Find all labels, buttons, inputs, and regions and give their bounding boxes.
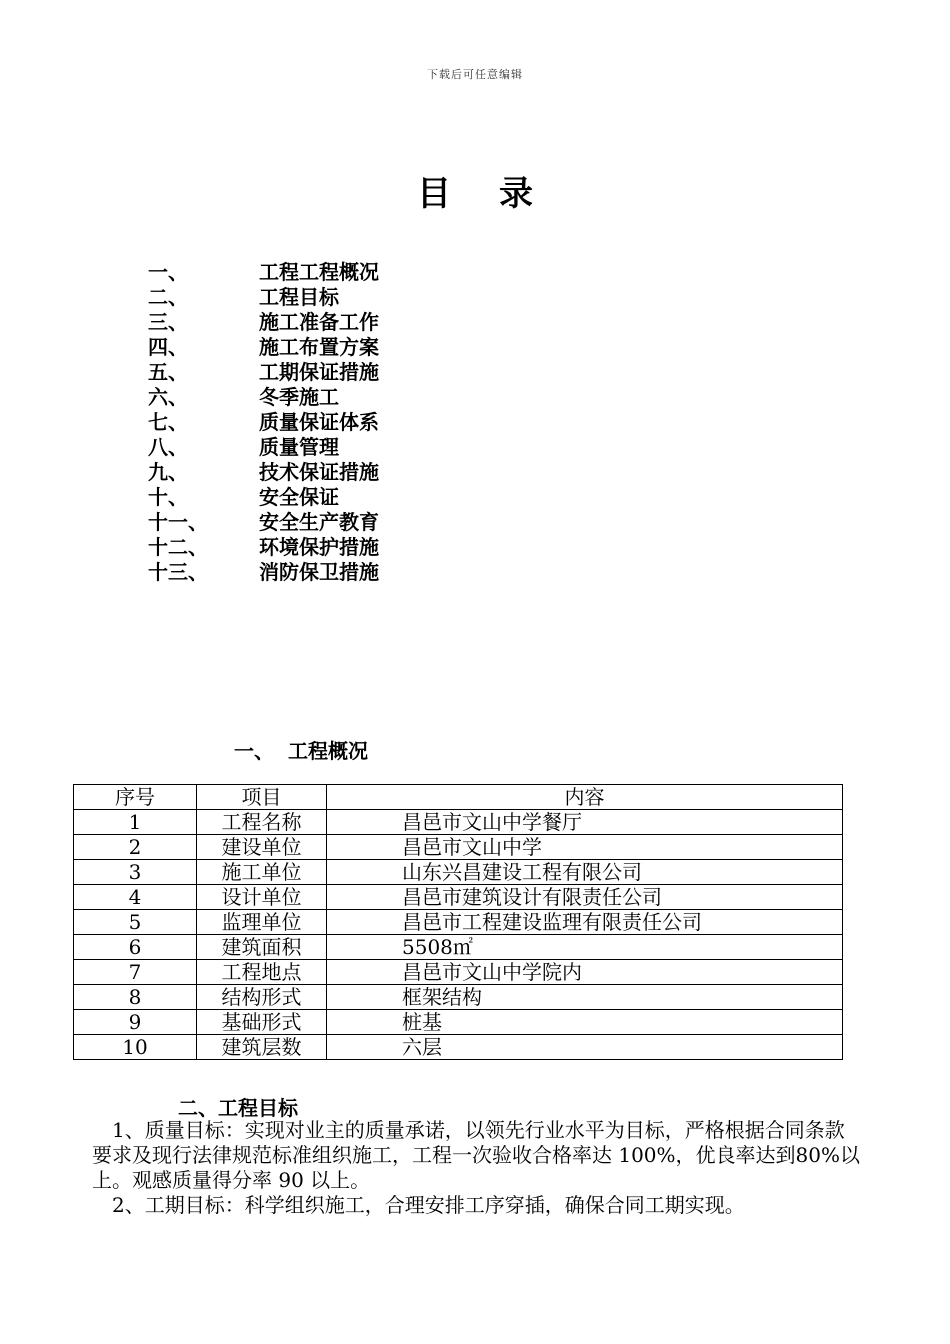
quality-goal-paragraph: 1、质量目标：实现对业主的质量承诺，以领先行业水平为目标，严格根据合同条款要求及现行法律规范标准组织施工，工程一次验收合格率达 100%，优良率达到80%以上。观感质量得分率 90 以上。 xyxy=(92,1118,860,1192)
toc-item[interactable] xyxy=(148,310,379,335)
toc-item[interactable] xyxy=(148,410,379,435)
section2-heading: 二、工程目标 xyxy=(178,1096,298,1120)
cell-content: 山东兴昌建设工程有限公司 xyxy=(327,860,843,885)
toc-item[interactable] xyxy=(148,435,379,460)
cell-no: 5 xyxy=(74,910,197,935)
toc-title-char-2: 录 xyxy=(499,174,533,214)
cell-no: 3 xyxy=(74,860,197,885)
cell-content: 框架结构 xyxy=(327,985,843,1010)
cell-content: 昌邑市建筑设计有限责任公司 xyxy=(327,885,843,910)
cell-item: 工程名称 xyxy=(197,810,327,835)
toc-title xyxy=(0,166,950,215)
toc-item[interactable] xyxy=(148,385,379,410)
header-cell-item: 项目 xyxy=(197,785,327,810)
table-row xyxy=(74,810,843,835)
cell-content: 昌邑市文山中学院内 xyxy=(327,960,843,985)
toc-item-number: 四、 xyxy=(148,335,188,359)
toc-item-label: 施工布置方案 xyxy=(259,335,379,359)
table-row xyxy=(74,1035,843,1060)
table-row xyxy=(74,1010,843,1035)
table-header-row xyxy=(74,785,843,810)
cell-content: 昌邑市文山中学 xyxy=(327,835,843,860)
cell-item: 设计单位 xyxy=(197,885,327,910)
header-cell-content: 内容 xyxy=(327,785,843,810)
toc-item-number: 六、 xyxy=(148,385,188,409)
cell-content: 昌邑市文山中学餐厅 xyxy=(327,810,843,835)
cell-no: 6 xyxy=(74,935,197,960)
toc-item[interactable] xyxy=(148,335,379,360)
section1-title: 工程概况 xyxy=(288,739,368,763)
cell-no: 1 xyxy=(74,810,197,835)
table-row xyxy=(74,835,843,860)
cell-no: 2 xyxy=(74,835,197,860)
table-row xyxy=(74,910,843,935)
toc-item-number: 九、 xyxy=(148,460,188,484)
cell-item: 基础形式 xyxy=(197,1010,327,1035)
table-row xyxy=(74,860,843,885)
cell-item: 建筑层数 xyxy=(197,1035,327,1060)
toc-item-number: 十一、 xyxy=(148,510,208,534)
toc-item-label: 施工准备工作 xyxy=(259,310,379,334)
toc-item-label: 消防保卫措施 xyxy=(259,560,379,584)
cell-item: 监理单位 xyxy=(197,910,327,935)
cell-no: 9 xyxy=(74,1010,197,1035)
cell-item: 工程地点 xyxy=(197,960,327,985)
section1-heading xyxy=(234,735,368,764)
toc-item-label: 安全生产教育 xyxy=(259,510,379,534)
table-row xyxy=(74,985,843,1010)
toc-item-number: 五、 xyxy=(148,360,188,384)
page-header-note: 下载后可任意编辑 xyxy=(427,68,523,81)
cell-item: 施工单位 xyxy=(197,860,327,885)
toc-item[interactable] xyxy=(148,285,379,310)
toc-item-label: 质量管理 xyxy=(259,435,339,459)
toc-item[interactable] xyxy=(148,360,379,385)
toc-title-char-1: 目 xyxy=(417,174,451,214)
toc-item-number: 十、 xyxy=(148,485,188,509)
toc-item-label: 质量保证体系 xyxy=(259,410,379,434)
toc-item[interactable] xyxy=(148,260,379,285)
cell-no: 4 xyxy=(74,885,197,910)
section2-body xyxy=(92,1118,862,1218)
cell-content: 桩基 xyxy=(327,1010,843,1035)
toc-item-number: 七、 xyxy=(148,410,188,434)
toc-item[interactable] xyxy=(148,535,379,560)
toc-item-number: 十三、 xyxy=(148,560,208,584)
toc-item[interactable] xyxy=(148,460,379,485)
cell-content: 5508㎡ xyxy=(327,935,843,960)
toc-item-label: 安全保证 xyxy=(259,485,339,509)
cell-no: 7 xyxy=(74,960,197,985)
toc-item[interactable] xyxy=(148,510,379,535)
toc-item-number: 一、 xyxy=(148,260,188,284)
toc-item-number: 十二、 xyxy=(148,535,208,559)
cell-item: 结构形式 xyxy=(197,985,327,1010)
toc-item[interactable] xyxy=(148,560,379,585)
toc-item-number: 三、 xyxy=(148,310,188,334)
project-overview-table xyxy=(73,784,843,1060)
schedule-goal-paragraph: 2、工期目标：科学组织施工，合理安排工序穿插，确保合同工期实现。 xyxy=(112,1193,745,1217)
toc-item-number: 八、 xyxy=(148,435,188,459)
toc-item-label: 工程目标 xyxy=(259,285,339,309)
toc-item-label: 工程工程概况 xyxy=(259,260,379,284)
table-row xyxy=(74,960,843,985)
table-row xyxy=(74,885,843,910)
cell-item: 建设单位 xyxy=(197,835,327,860)
section1-number: 一、 xyxy=(234,739,274,763)
cell-no: 8 xyxy=(74,985,197,1010)
toc-item-label: 冬季施工 xyxy=(259,385,339,409)
toc-item-number: 二、 xyxy=(148,285,188,309)
cell-no: 10 xyxy=(74,1035,197,1060)
toc-item[interactable] xyxy=(148,485,379,510)
cell-content: 昌邑市工程建设监理有限责任公司 xyxy=(327,910,843,935)
cell-item: 建筑面积 xyxy=(197,935,327,960)
table-row xyxy=(74,935,843,960)
header-cell-no: 序号 xyxy=(74,785,197,810)
toc-item-label: 技术保证措施 xyxy=(259,460,379,484)
cell-content: 六层 xyxy=(327,1035,843,1060)
toc-item-label: 环境保护措施 xyxy=(259,535,379,559)
toc-item-label: 工期保证措施 xyxy=(259,360,379,384)
toc-list xyxy=(148,260,379,585)
